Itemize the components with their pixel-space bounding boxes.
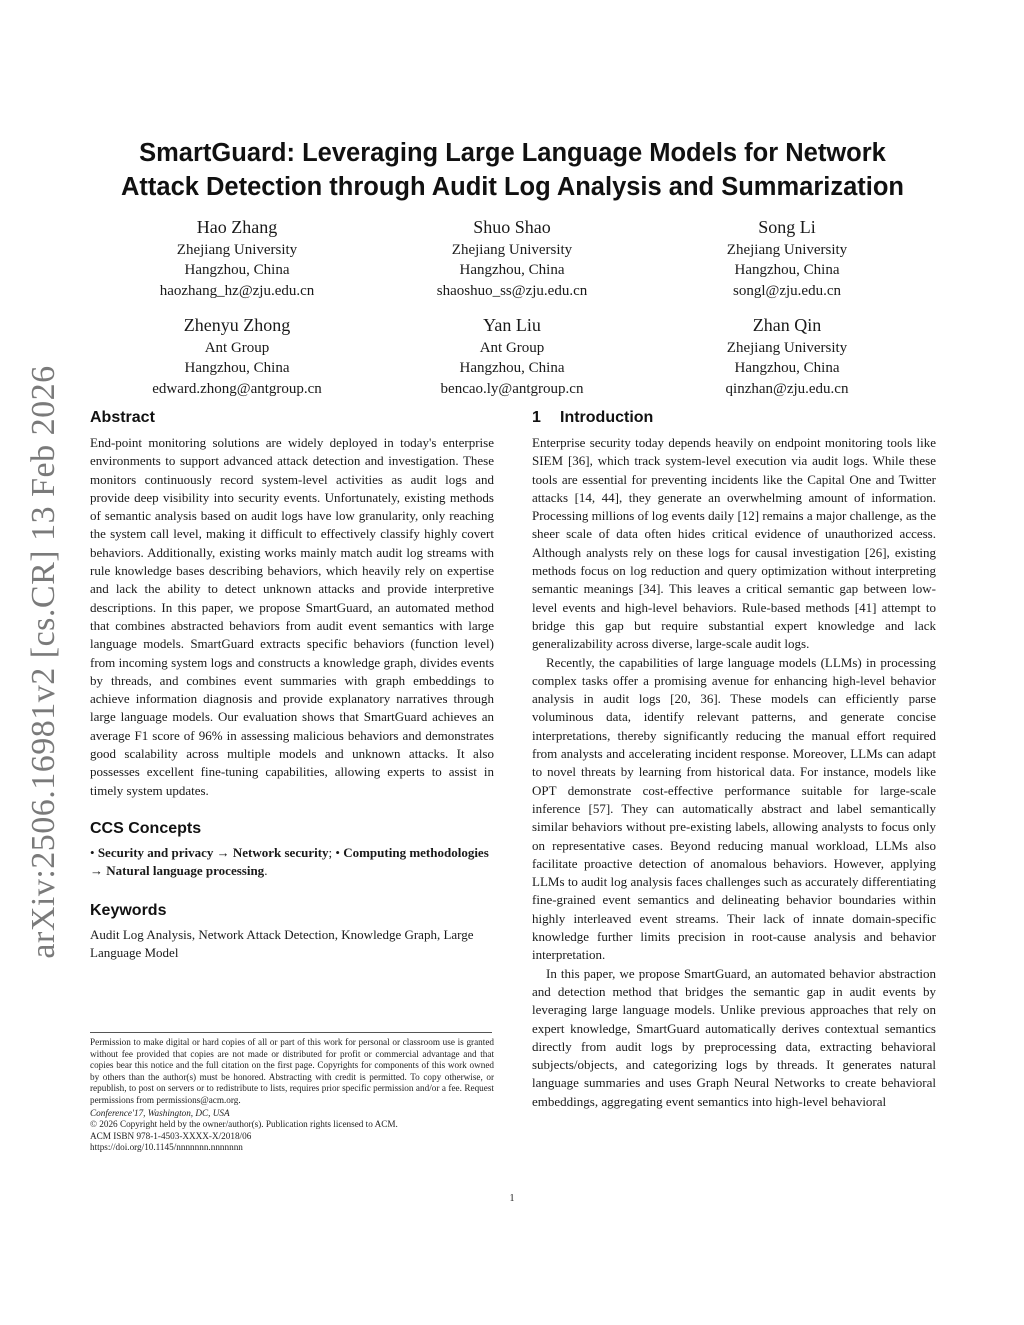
author-email[interactable]: bencao.ly@antgroup.cn xyxy=(440,380,584,397)
publication-meta xyxy=(90,1119,494,1154)
author-name: Zhenyu Zhong xyxy=(183,315,291,335)
page-number: 1 xyxy=(509,1193,515,1204)
author-block xyxy=(362,215,662,301)
author-name: Hao Zhang xyxy=(196,217,278,237)
author-block xyxy=(87,215,387,301)
author-affiliation: Zhejiang University xyxy=(726,340,848,356)
author-block xyxy=(637,313,937,399)
ccs-heading: CCS Concepts xyxy=(90,819,202,837)
ccs-bullet: • xyxy=(335,844,340,860)
author-name: Yan Liu xyxy=(483,315,541,335)
paper-title xyxy=(90,136,935,204)
author-name: Song Li xyxy=(758,217,816,237)
author-email[interactable]: shaoshuo_ss@zju.edu.cn xyxy=(436,282,588,299)
conference-info: Conference'17, Washington, DC, USA xyxy=(90,1107,230,1118)
permission-footnote xyxy=(90,1037,494,1154)
author-location: Hangzhou, China xyxy=(459,262,565,279)
paper-title-line-2: Attack Detection through Audit Log Analysis and Summarization xyxy=(120,173,904,201)
introduction-paragraph: In this paper, we propose SmartGuard, an automated behavior abstraction and detection method that bridges the semantic gap in audit events by leveraging large language models. Unlike previous approaches that rely on expert knowledge, SmartGuard automatically derives contextual semantics directly from audit logs by preprocessing data, extracting behavioral subjects/objects, and categorizing logs by threads. It generates natural language summaries and uses Graph Neural Networks to create behavioral embeddings, aggregating event semantics into high-level behavioral xyxy=(532,965,936,1109)
author-location: Hangzhou, China xyxy=(734,360,840,377)
author-location: Hangzhou, China xyxy=(734,262,840,279)
author-location: Hangzhou, China xyxy=(459,360,565,377)
author-block xyxy=(87,313,387,399)
author-email[interactable]: haozhang_hz@zju.edu.cn xyxy=(159,282,315,299)
author-affiliation: Ant Group xyxy=(479,340,545,356)
introduction-paragraph: Recently, the capabilities of large language models (LLMs) in processing complex tasks offer a promising avenue for enhancing high-level behavior analysis in audit logs [20, 36]. These models can efficiently parse voluminous data, identify relevant patterns, and generate concise interpretations, thereby significantly reducing the manual effort required from analysts and accelerating incident response. Moreover, LLMs can adapt to novel threats by learning from historical data. For instance, models like OPT demonstrate cost-effective performance suitable for large-scale inference [57]. They can automatically abstract and label semantically similar behaviors without pre-existing labels, allowing analysts to focus only on representative cases. Beyond reducing manual workload, LLMs also facilitate proactive detection of anomalous behaviors. However, applying LLMs to audit log analysis faces challenges such as accurately differentiating fine-grained event semantics and delineating behavior boundaries within highly interleaved event streams. Their lack of innate domain-specific knowledge further limits precision in root-cause analysis and behavior interpretation. xyxy=(532,654,936,963)
author-affiliation: Zhejiang University xyxy=(176,242,298,258)
copyright-line: © 2026 Copyright held by the owner/author(s). Publication rights licensed to ACM. xyxy=(90,1119,398,1130)
author-block xyxy=(362,313,662,399)
isbn-line: ACM ISBN 978-1-4503-XXXX-X/2018/06 xyxy=(90,1130,252,1141)
right-column xyxy=(532,408,936,1111)
author-block xyxy=(637,215,937,301)
author-email[interactable]: edward.zhong@antgroup.cn xyxy=(152,380,322,397)
ccs-separator: ; xyxy=(328,844,336,860)
doi-link[interactable]: https://doi.org/10.1145/nnnnnnn.nnnnnnn xyxy=(90,1142,243,1153)
author-affiliation: Zhejiang University xyxy=(726,242,848,258)
introduction-paragraph: Enterprise security today depends heavily on endpoint monitoring tools like SIEM [36], which track system-level execution via audit logs. While these tools are essential for preventing incidents like the Capital One and Twitter attacks [14, 44], they generate an overwhelming amount of information. Processing millions of log events daily [12] remains a major challenge, as the sheer scale of data often hides critical evidence of unauthorized access. Although analysts rely on these logs for causal investigation [26], existing methods focus on log reduction and query optimization without interpreting semantic meanings [34]. This leaves a critical semantic gap between low-level events and high-level behaviors. Rule-based methods [41] attempt to bridge this gap but require substantial expert knowledge and lack generalizability across diverse, large-scale audit logs. xyxy=(532,435,936,652)
author-location: Hangzhou, China xyxy=(184,262,290,279)
author-email[interactable]: qinzhan@zju.edu.cn xyxy=(725,380,849,397)
footnote-divider xyxy=(90,1032,492,1033)
author-name: Shuo Shao xyxy=(473,217,551,237)
author-location: Hangzhou, China xyxy=(184,360,290,377)
section-number: 1 xyxy=(532,409,541,426)
author-affiliation: Zhejiang University xyxy=(451,242,573,258)
ccs-end: . xyxy=(264,863,268,879)
keywords-heading: Keywords xyxy=(90,901,167,919)
introduction-heading xyxy=(532,408,936,428)
left-column xyxy=(90,408,494,962)
section-title: Introduction xyxy=(560,409,654,426)
ccs-concept: Computing methodologies → Natural language processing xyxy=(90,844,489,879)
paper-title-line-1: SmartGuard: Leveraging Large Language Models for Network xyxy=(139,139,886,167)
permission-text: Permission to make digital or hard copies of all or part of this work for personal or classroom use is granted without fee provided that copies are not made or distributed for profit or commercial advantage and that copies bear this notice and the full citation on the first page. Copyrights for components of this work owned by others than the author(s) must be honored. Abstracting with credit is permitted. To copy otherwise, or republish, to post on servers or to redistribute to lists, requires prior specific permission and/or a fee. Request permissions from permissions@acm.org. xyxy=(90,1037,494,1105)
author-email[interactable]: songl@zju.edu.cn xyxy=(733,282,841,299)
author-affiliation: Ant Group xyxy=(204,340,270,356)
keywords-text: Audit Log Analysis, Network Attack Detection, Knowledge Graph, Large Language Model xyxy=(90,926,474,960)
abstract-heading: Abstract xyxy=(90,409,155,426)
ccs-bullet: • xyxy=(90,844,95,860)
abstract-text: End-point monitoring solutions are widely deployed in today's enterprise environments to support advanced attack detection and investigation. These monitors continuously record system-level activities as audit logs and provide deep visibility into security events. Unfortunately, existing methods of semantic analysis based on audit logs have low granularity, only reaching the system call level, making it difficult to effectively classify highly covert behaviors. Additionally, existing works mainly match audit log streams with rule knowledge bases describing behaviors, which heavily rely on expertise and lack the ability to detect unknown attacks and provide interpretive descriptions. In this paper, we propose SmartGuard, an automated method that combines abstracted behaviors from audit event semantics with large language models. SmartGuard extracts specific behaviors (function level) from incoming system logs and constructs a knowledge graph, divides events by threads, and combines event summaries with graph embeddings to achieve information diagnosis and provide explanatory narratives through large language models. Our evaluation shows that SmartGuard achieves an average F1 score of 96% in assessing malicious behaviors and demonstrates good scalability across multiple models and unknown attacks. It also possesses excellent fine-tuning capabilities, allowing experts to assist in timely system updates. xyxy=(90,435,494,798)
author-name: Zhan Qin xyxy=(752,315,822,335)
arxiv-identifier: arXiv:2506.16981v2 [cs.CR] 13 Feb 2026 xyxy=(25,365,62,959)
ccs-concept: Security and privacy → Network security xyxy=(97,844,329,860)
ccs-concepts xyxy=(90,844,494,881)
